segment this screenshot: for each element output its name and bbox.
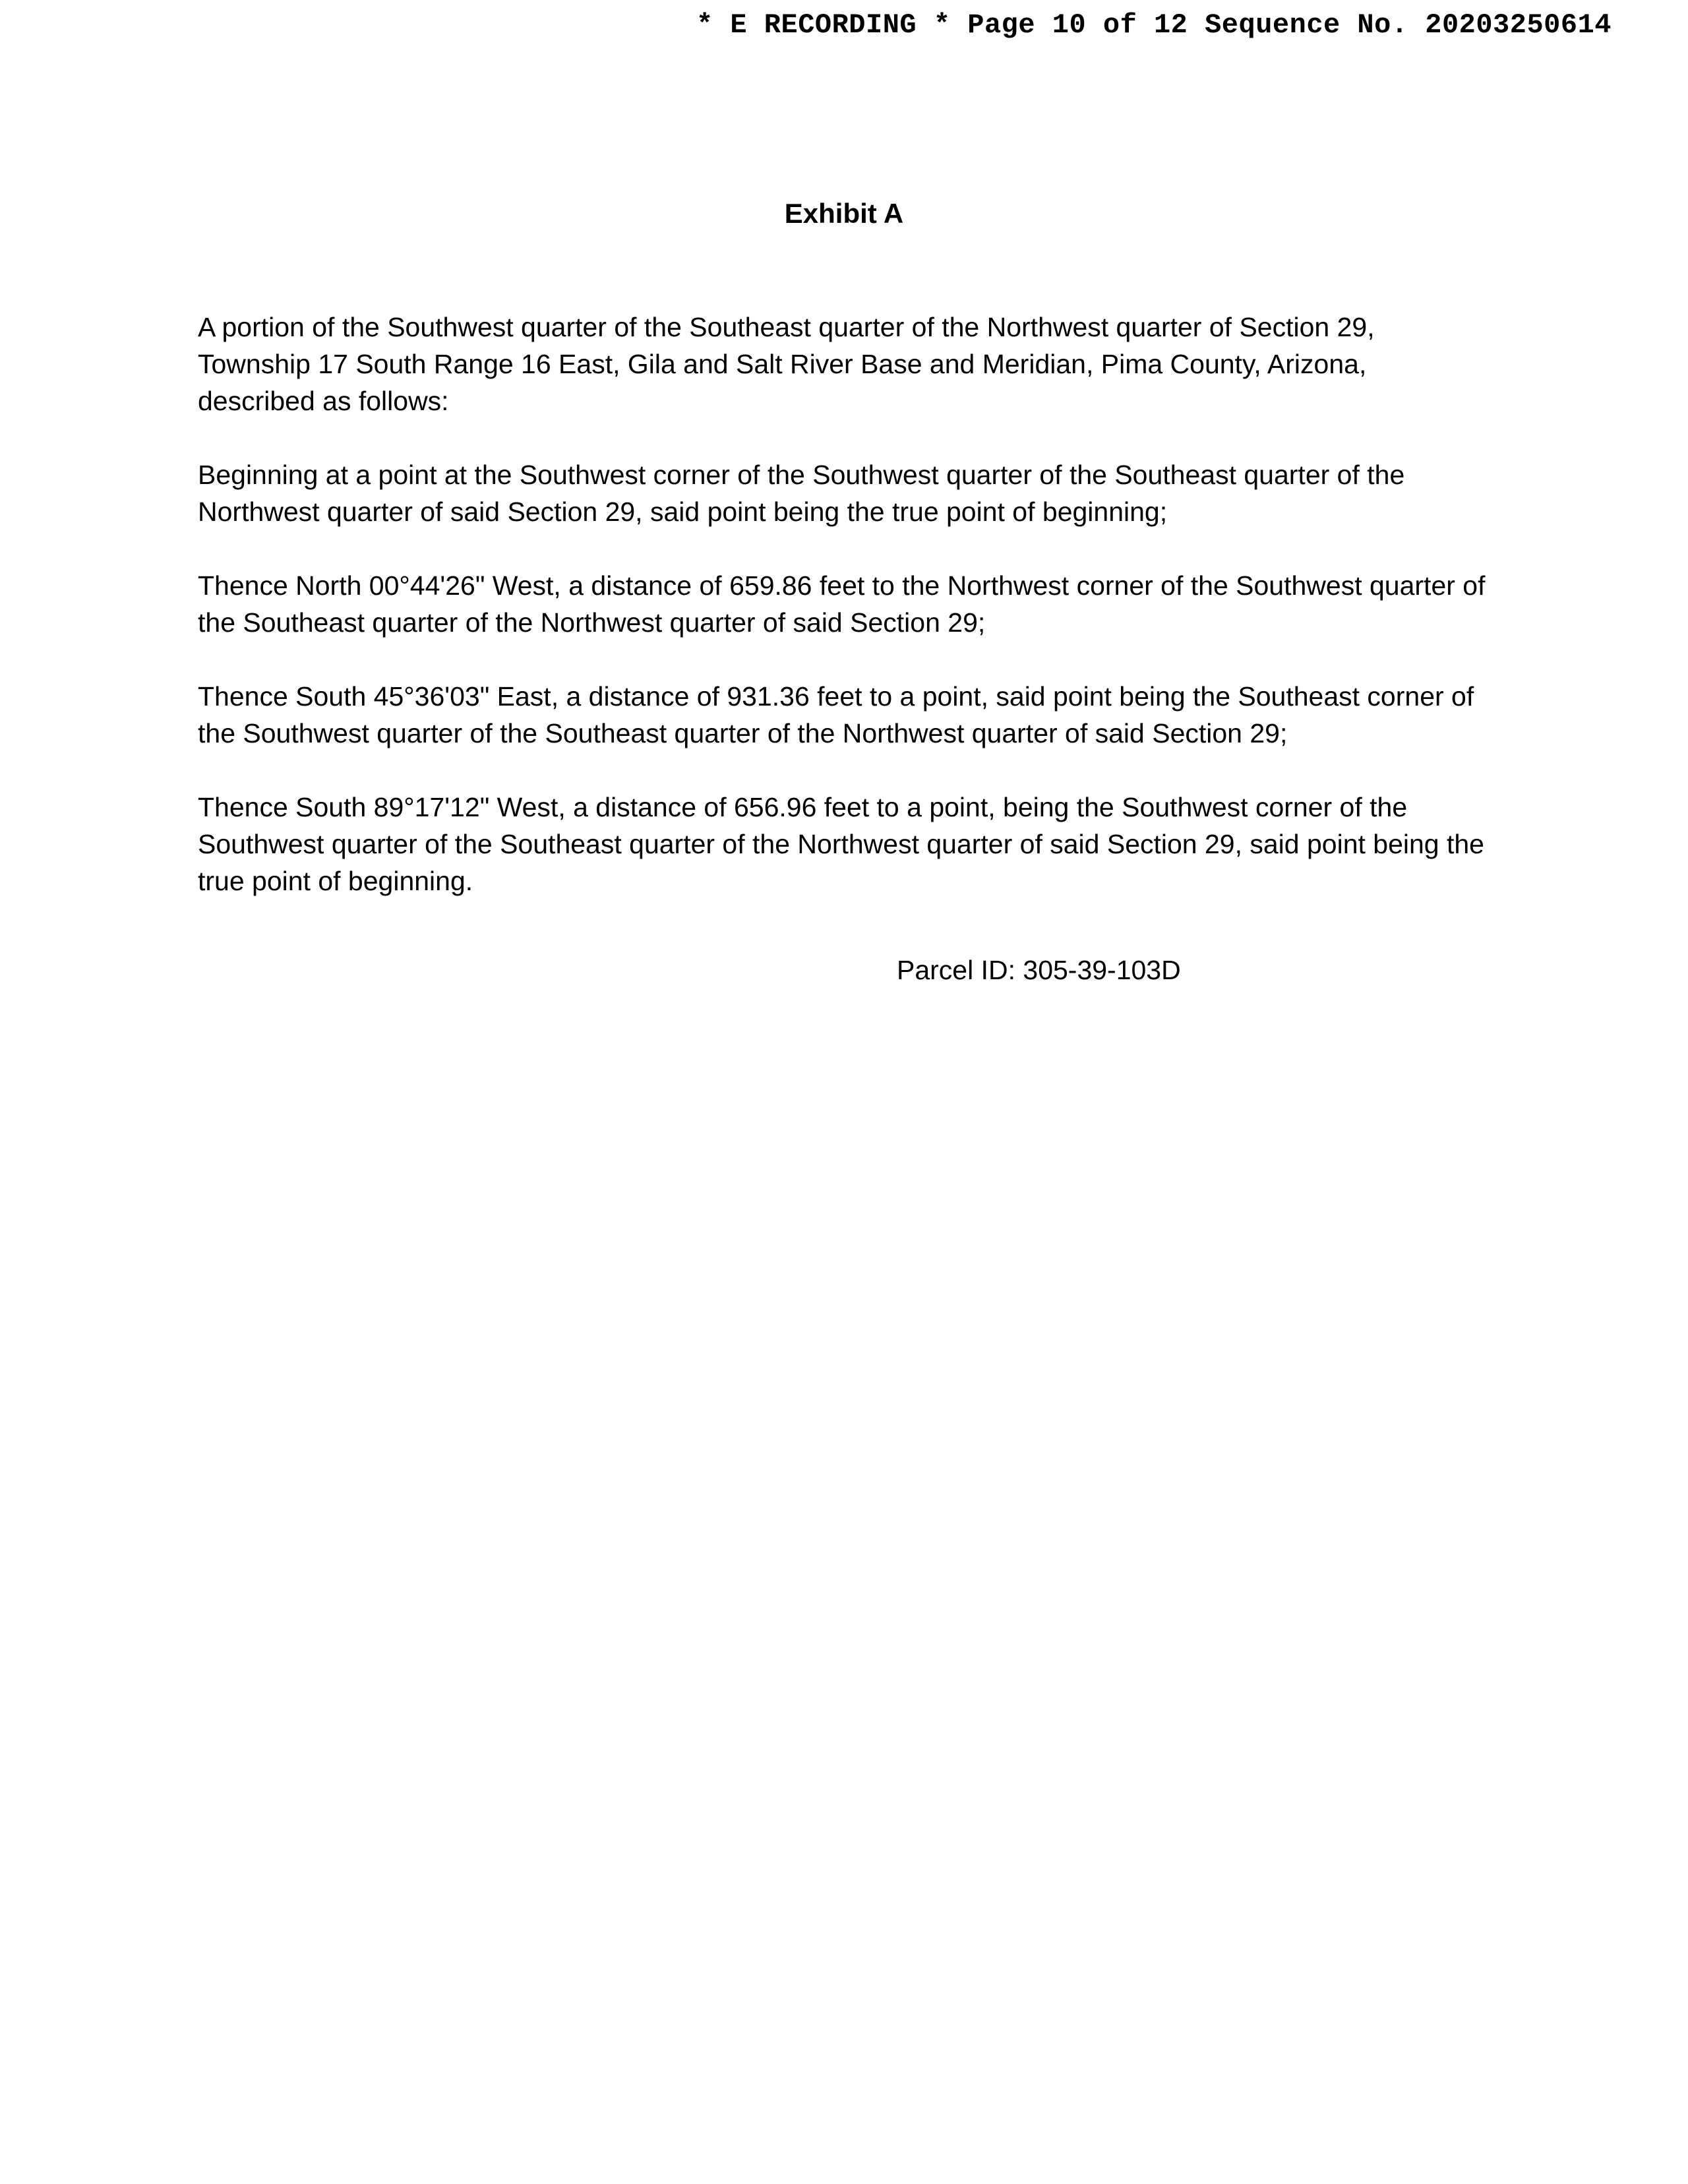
paragraph-intro: A portion of the Southwest quarter of the Southeast quarter of the Northwest quarter of Section 29, Township 17 South Range 16 East, Gila and Salt River Base and Meridian, Pima County, Arizona, described as follows: bbox=[198, 312, 1375, 416]
parcel-id: Parcel ID: 305-39-103D bbox=[897, 955, 1181, 985]
paragraph-course-2: Thence South 45°36'03" East, a distance of 931.36 feet to a point, said point being the Southeast corner of the Southwest quarter of the Southeast quarter of the Northwest quarter of said Section 29; bbox=[198, 681, 1474, 748]
paragraph-course-3: Thence South 89°17'12" West, a distance of 656.96 feet to a point, being the Southwest corner of the Southwest quarter of the Southeast quarter of the Northwest quarter of said Section 29, said point being the true point of beginning. bbox=[198, 792, 1484, 896]
recording-header: * E RECORDING * Page 10 of 12 Sequence No. 20203250614 bbox=[696, 9, 1612, 41]
paragraph-course-1: Thence North 00°44'26" West, a distance of 659.86 feet to the Northwest corner of the Southwest quarter of the Southeast quarter of the Northwest quarter of said Section 29; bbox=[198, 570, 1486, 638]
exhibit-title: Exhibit A bbox=[784, 198, 904, 229]
paragraph-beginning: Beginning at a point at the Southwest corner of the Southwest quarter of the Southeast quarter of the Northwest quarter of said Section 29, said point being the true point of beginning; bbox=[198, 460, 1405, 527]
legal-description bbox=[198, 309, 1490, 936]
